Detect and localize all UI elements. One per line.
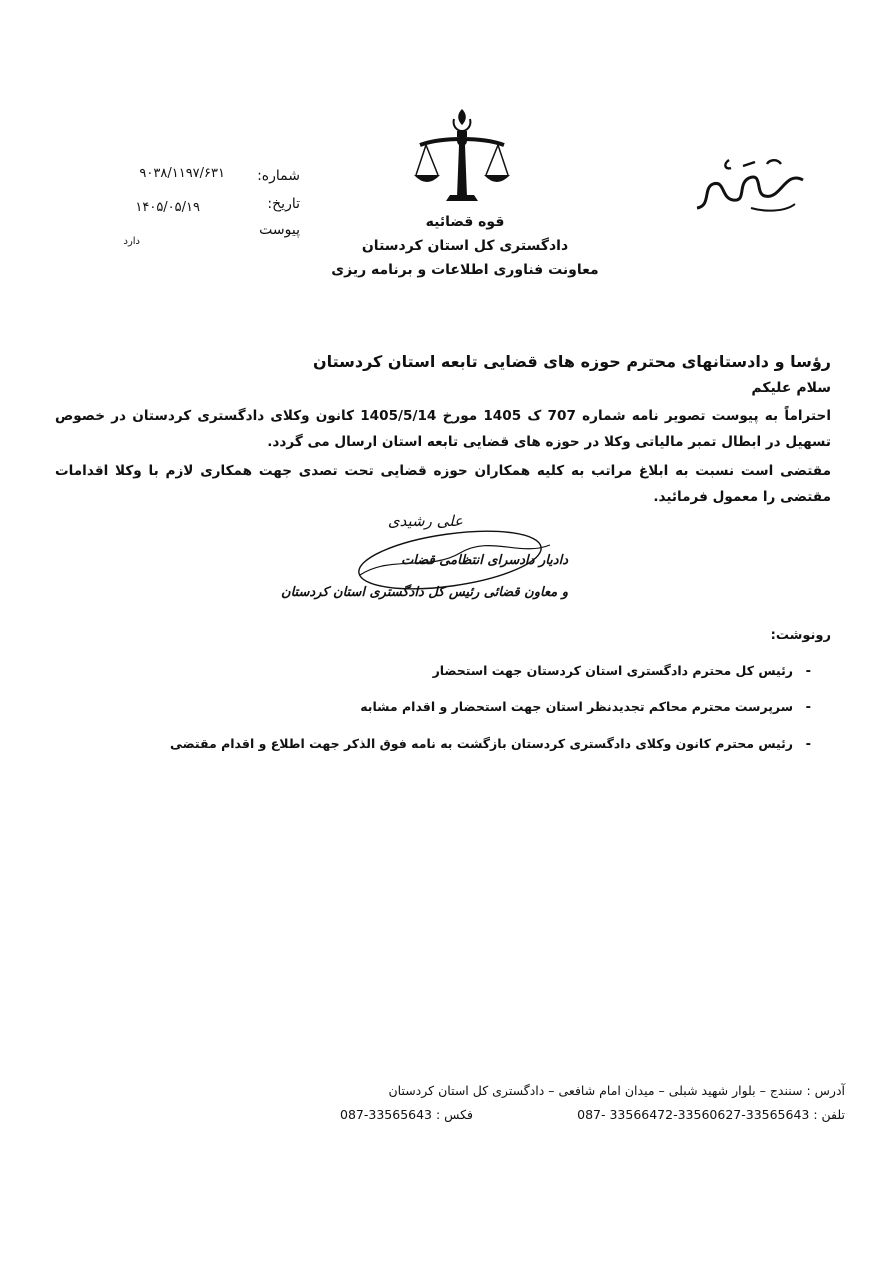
- cc-item: رئیس کل محترم دادگستری استان کردستان جهت استحضار: [432, 663, 793, 678]
- footer-phone: تلفن : 33565643-33560627-33566472 -087: [577, 1107, 845, 1122]
- greeting: سلام علیکم: [751, 380, 831, 396]
- cc-bullet: -: [805, 737, 811, 752]
- date-label: تاریخ:: [267, 196, 300, 212]
- invocation-calligraphy: [685, 150, 815, 220]
- cc-bullet: -: [805, 664, 811, 679]
- cc-title: رونوشت:: [770, 628, 831, 643]
- date-value: ۱۴۰۵/۰۵/۱۹: [135, 200, 200, 215]
- signatory-title-2: و معاون قضائی رئیس کل دادگستری استان کردستان: [281, 585, 568, 600]
- signatory-title-1: دادیار دادسرای انتظامی قضات: [401, 553, 568, 568]
- body-paragraph-1: احتراماً به پیوست تصویر نامه شماره 707 ک 1405 مورخ 1405/5/14 کانون وکلای دادگستری کردستان در خصوص تسهیل در ابطال تمبر مالیاتی وکلا در حوزه های قضایی تابعه استان ارسال می گردد.: [55, 408, 831, 450]
- signatory-name: علی رشیدی: [387, 512, 463, 530]
- judiciary-scales-emblem: [412, 105, 512, 215]
- cc-bullet: -: [805, 700, 811, 715]
- org-it-deputy: معاونت فناوری اطلاعات و برنامه ریزی: [331, 262, 599, 278]
- invocation-text: باسمه تعالی: [685, 150, 691, 151]
- cc-item: سرپرست محترم محاکم تجدیدنظر استان جهت استحضار و اقدام مشابه: [360, 699, 793, 714]
- addressee: رؤسا و دادستانهای محترم حوزه های قضایی تابعه استان کردستان: [312, 352, 831, 371]
- org-judiciary: قوه قضائیه: [425, 214, 505, 230]
- number-label: شماره:: [257, 168, 300, 184]
- body-paragraph-2: مقتضی است نسبت به ابلاغ مراتب به کلیه همکاران حوزه قضایی تحت تصدی جهت همکاری لازم با وکلا اقدامات مقتضی را معمول فرمائید.: [55, 463, 831, 505]
- footer-fax: فکس : 33565643-087: [340, 1107, 473, 1122]
- number-value: ۹۰۳۸/۱۱۹۷/۶۳۱: [139, 166, 225, 181]
- cc-item: رئیس محترم کانون وکلای دادگستری کردستان بازگشت به نامه فوق الذکر جهت اطلاع و اقدام مقتضی: [169, 736, 793, 751]
- footer-address: آدرس : سنندج – بلوار شهید شبلی – میدان امام شافعی – دادگستری کل استان کردستان: [388, 1083, 845, 1098]
- attachment-label: پیوست: [259, 222, 300, 238]
- org-provincial-court: دادگستری کل استان کردستان: [361, 238, 569, 254]
- attachment-value: دارد: [123, 236, 140, 247]
